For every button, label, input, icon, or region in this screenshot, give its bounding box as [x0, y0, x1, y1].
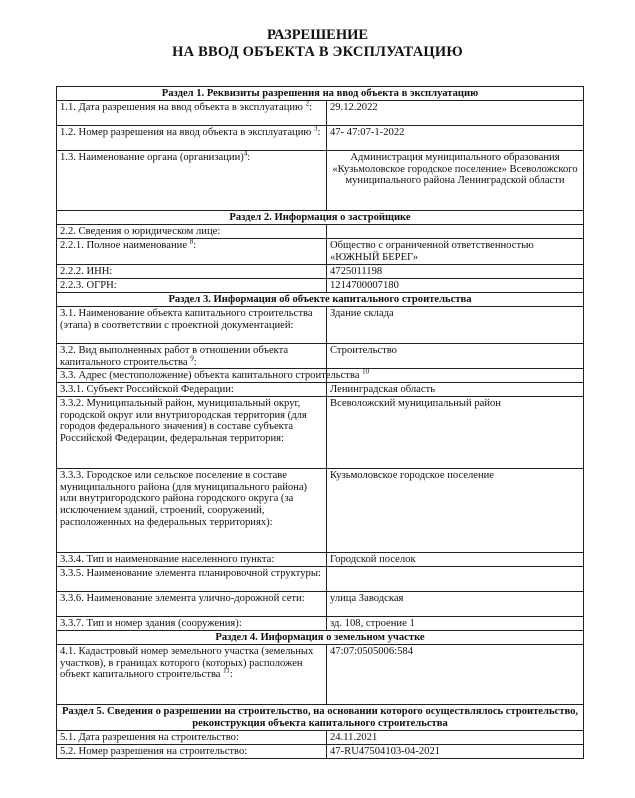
row-label: 5.2. Номер разрешения на строительство:	[57, 745, 327, 759]
table-row	[57, 279, 584, 293]
inn-value: 4725011198	[327, 265, 584, 279]
row-label: 4.1. Кадастровый номер земельного участка (земельных участков), в границах которого (которых) расположен объект капитального строительства $^{11}$:	[57, 645, 327, 705]
object-name-value: Здание склада	[327, 307, 584, 344]
section-4-heading: Раздел 4. Информация о земельном участке	[57, 631, 584, 645]
authority-value: Администрация муниципального образования «Кузьмоловское городское поселение» Всеволожского муниципального района Ленинградской области	[327, 151, 584, 211]
row-label: 1.3. Наименование органа (организации)$^4$:	[57, 151, 327, 211]
table-row	[57, 383, 584, 397]
row-label: 2.2.2. ИНН:	[57, 265, 327, 279]
row-value	[327, 225, 584, 239]
district-value: Всеволожский муниципальный район	[327, 397, 584, 469]
row-label: 3.3. Адрес (местоположение) объекта капитального строительства $^{10}$	[57, 369, 327, 383]
cadastral-number-value: 47:07:0505006:584	[327, 645, 584, 705]
row-label: 3.3.3. Городское или сельское поселение в составе муниципального района (для муниципального района) или внутригородского района городского округа (за исключением зданий, строений, сооружений, расположенных на федеральных территориях):	[57, 469, 327, 553]
section-5-heading: Раздел 5. Сведения о разрешении на строительство, на основании которого осуществлялось строительство, реконструкция объекта капитального строительства	[57, 705, 584, 731]
row-label: 3.3.5. Наименование элемента планировочной структуры:	[57, 567, 327, 592]
settlement-value: Кузьмоловское городское поселение	[327, 469, 584, 553]
table-row	[57, 126, 584, 151]
row-label: 2.2.1. Полное наименование $^8$:	[57, 239, 327, 265]
locality-value: Городской поселок	[327, 553, 584, 567]
row-label: 1.2. Номер разрешения на ввод объекта в эксплуатацию $^3$:	[57, 126, 327, 151]
region-value: Ленинградская область	[327, 383, 584, 397]
row-label: 2.2.3. ОГРН:	[57, 279, 327, 293]
table-row	[57, 645, 584, 705]
row-label: 2.2. Сведения о юридическом лице:	[57, 225, 327, 239]
table-row	[57, 567, 584, 592]
table-row	[57, 151, 584, 211]
street-value: улица Заводская	[327, 592, 584, 617]
row-label: 5.1. Дата разрешения на строительство:	[57, 731, 327, 745]
table-row	[57, 101, 584, 126]
row-label: 3.1. Наименование объекта капитального строительства (этапа) в соответствии с проектной документацией:	[57, 307, 327, 344]
table-row	[57, 307, 584, 344]
permit-table	[56, 86, 584, 759]
row-label: 1.1. Дата разрешения на ввод объекта в эксплуатацию $^2$:	[57, 101, 327, 126]
building-permit-number-value: 47-RU47504103-04-2021	[327, 745, 584, 759]
table-row	[57, 344, 584, 369]
table-row	[57, 265, 584, 279]
table-row	[57, 745, 584, 759]
ogrn-value: 1214700007180	[327, 279, 584, 293]
row-label: 3.3.2. Муниципальный район, муниципальный округ, городской округ или внутригородская территория (для городов федерального значения) в составе субъекта Российской Федерации, федеральная территория:	[57, 397, 327, 469]
company-name-value: Общество с ограниченной ответственностью «ЮЖНЫЙ БЕРЕГ»	[327, 239, 584, 265]
row-label: 3.3.7. Тип и номер здания (сооружения):	[57, 617, 327, 631]
building-number-value: зд. 108, строение 1	[327, 617, 584, 631]
permit-number-value: 47- 47:07-1-2022	[327, 126, 584, 151]
table-row	[57, 369, 584, 383]
table-row	[57, 397, 584, 469]
section-3-heading: Раздел 3. Информация об объекте капитального строительства	[57, 293, 584, 307]
table-row	[57, 225, 584, 239]
document-title-line1: РАЗРЕШЕНИЕ	[266, 27, 369, 43]
building-permit-date-value: 24.11.2021	[327, 731, 584, 745]
document-title-line2: НА ВВОД ОБЪЕКТА В ЭКСПЛУАТАЦИЮ	[172, 44, 463, 60]
table-row	[57, 239, 584, 265]
row-label: 3.3.6. Наименование элемента улично-дорожной сети:	[57, 592, 327, 617]
work-type-value: Строительство	[327, 344, 584, 369]
table-row	[57, 617, 584, 631]
row-label: 3.3.1. Субъект Российской Федерации:	[57, 383, 327, 397]
section-1-heading: Раздел 1. Реквизиты разрешения на ввод объекта в эксплуатацию	[57, 87, 584, 101]
planning-element-value	[327, 567, 584, 592]
row-label: 3.2. Вид выполненных работ в отношении объекта капитального строительства $^9$:	[57, 344, 327, 369]
table-row	[57, 553, 584, 567]
table-row	[57, 731, 584, 745]
section-2-heading: Раздел 2. Информация о застройщике	[57, 211, 584, 225]
permit-date-value: 29.12.2022	[327, 101, 584, 126]
table-row	[57, 469, 584, 553]
table-row	[57, 592, 584, 617]
row-label: 3.3.4. Тип и наименование населенного пункта:	[57, 553, 327, 567]
